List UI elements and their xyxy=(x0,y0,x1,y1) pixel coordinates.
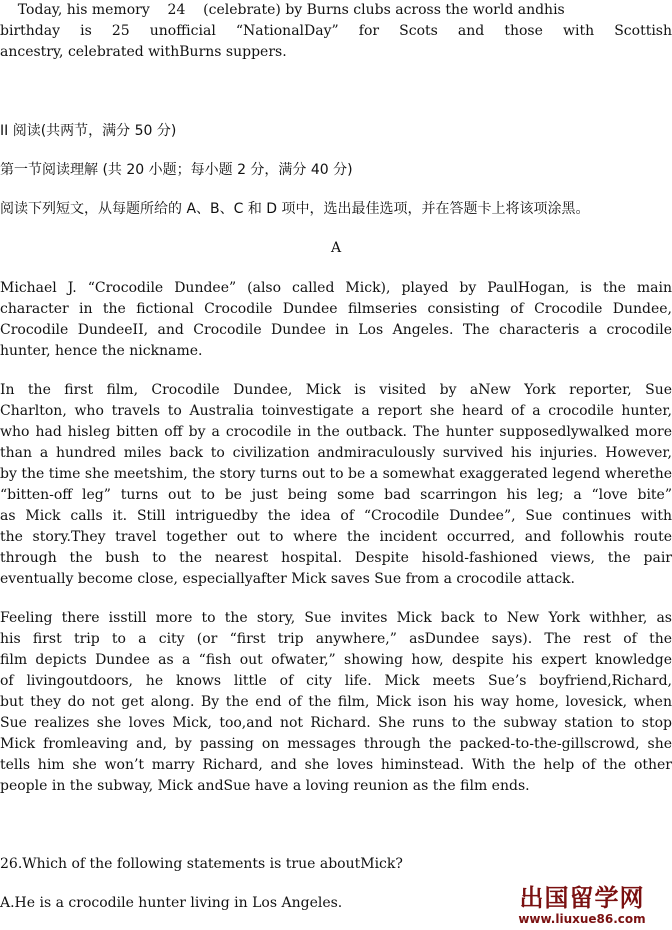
instruction-text: 阅读下列短文，从每题所给的 A、B、C 和 D 项中，选出最佳选项，并在答题卡上将该项涂黑。 xyxy=(0,201,590,217)
watermark-url: www.liuxue86.com xyxy=(518,912,646,926)
paragraph-line: character in the fictional Crocodile Dundee filmseries consisting of Crocodile Dundee, xyxy=(0,301,672,317)
question-stem: 26.Which of the following statements is true aboutMick? xyxy=(0,856,403,872)
paragraph-line: Charlton, who travels to Australia toinvestigate a report she heard of a crocodile hunter, xyxy=(0,403,672,419)
intro-line-3: ancestry, celebrated withBurns suppers. xyxy=(0,44,287,60)
subsection-heading: 第一节阅读理解 (共 20 小题；每小题 2 分，满分 40 分) xyxy=(0,162,353,178)
paragraph-line: who had hisleg bitten off by a crocodile in the outback. The hunter supposedlywalked more xyxy=(0,424,672,440)
paragraph-line: Sue realizes she loves Mick, too,and not Richard. She runs to the subway station to stop xyxy=(0,715,672,731)
watermark-logo xyxy=(502,884,662,926)
paragraph-line: than a hundred miles back to civilization andmiraculously survived his injuries. However, xyxy=(0,445,672,461)
paragraph-line: as Mick calls it. Still intriguedby the idea of “Crocodile Dundee”, Sue continues with xyxy=(0,508,672,524)
intro-line-1: Today, his memory 24 (celebrate) by Burns clubs across the world andhis xyxy=(0,2,565,18)
paragraph-line: his first trip to a city (or “first trip anywhere,” asDundee says). The rest of the xyxy=(0,631,672,647)
paragraph-line: tells him she won’t marry Richard, and she loves himinstead. With the help of the other xyxy=(0,757,672,773)
option-a: A.He is a crocodile hunter living in Los Angeles. xyxy=(0,895,343,911)
paragraph-line: the story.They travel together out to where the incident occurred, and followhis route xyxy=(0,529,672,545)
paragraph-line: by the time she meetshim, the story turns out to be a somewhat exaggerated legend wherethe xyxy=(0,466,672,482)
paragraph-line: In the first film, Crocodile Dundee, Mick is visited by aNew York reporter, Sue xyxy=(0,382,672,398)
section-heading: II 阅读(共两节，满分 50 分) xyxy=(0,123,177,139)
watermark-title: 出国留学网 xyxy=(519,884,645,912)
paragraph-line: hunter, hence the nickname. xyxy=(0,343,203,359)
intro-line-2: birthday is 25 unofficial “NationalDay” for Scots and those with Scottish xyxy=(0,23,672,39)
paragraph-line: Michael J. “Crocodile Dundee” (also called Mick), played by PaulHogan, is the main xyxy=(0,280,672,296)
paragraph-line: Feeling there isstill more to the story, Sue invites Mick back to New York withher, as xyxy=(0,610,672,626)
paragraph-line: film depicts Dundee as a “fish out ofwater,” showing how, despite his expert knowledge xyxy=(0,652,672,668)
paragraph-line: of livingoutdoors, he knows little of city life. Mick meets Sue’s boyfriend,Richard, xyxy=(0,673,672,689)
paragraph-line: eventually become close, especiallyafter Mick saves Sue from a crocodile attack. xyxy=(0,571,575,587)
paragraph-line: “bitten-off leg” turns out to be just being some bad scarringon his leg; a “love bite” xyxy=(0,487,672,503)
passage-label: A xyxy=(330,240,342,256)
paragraph-line: but they do not get along. By the end of the film, Mick ison his way home, lovesick, when xyxy=(0,694,672,710)
paragraph-line: Crocodile DundeeII, and Crocodile Dundee in Los Angeles. The characteris a crocodile xyxy=(0,322,672,338)
paragraph-line: Mick fromleaving and, by passing on messages through the packed-to-the-gillscrowd, she xyxy=(0,736,672,752)
paragraph-line: through the bush to the nearest hospital. Despite hisold-fashioned views, the pair xyxy=(0,550,672,566)
paragraph-line: people in the subway, Mick andSue have a loving reunion as the film ends. xyxy=(0,778,530,794)
